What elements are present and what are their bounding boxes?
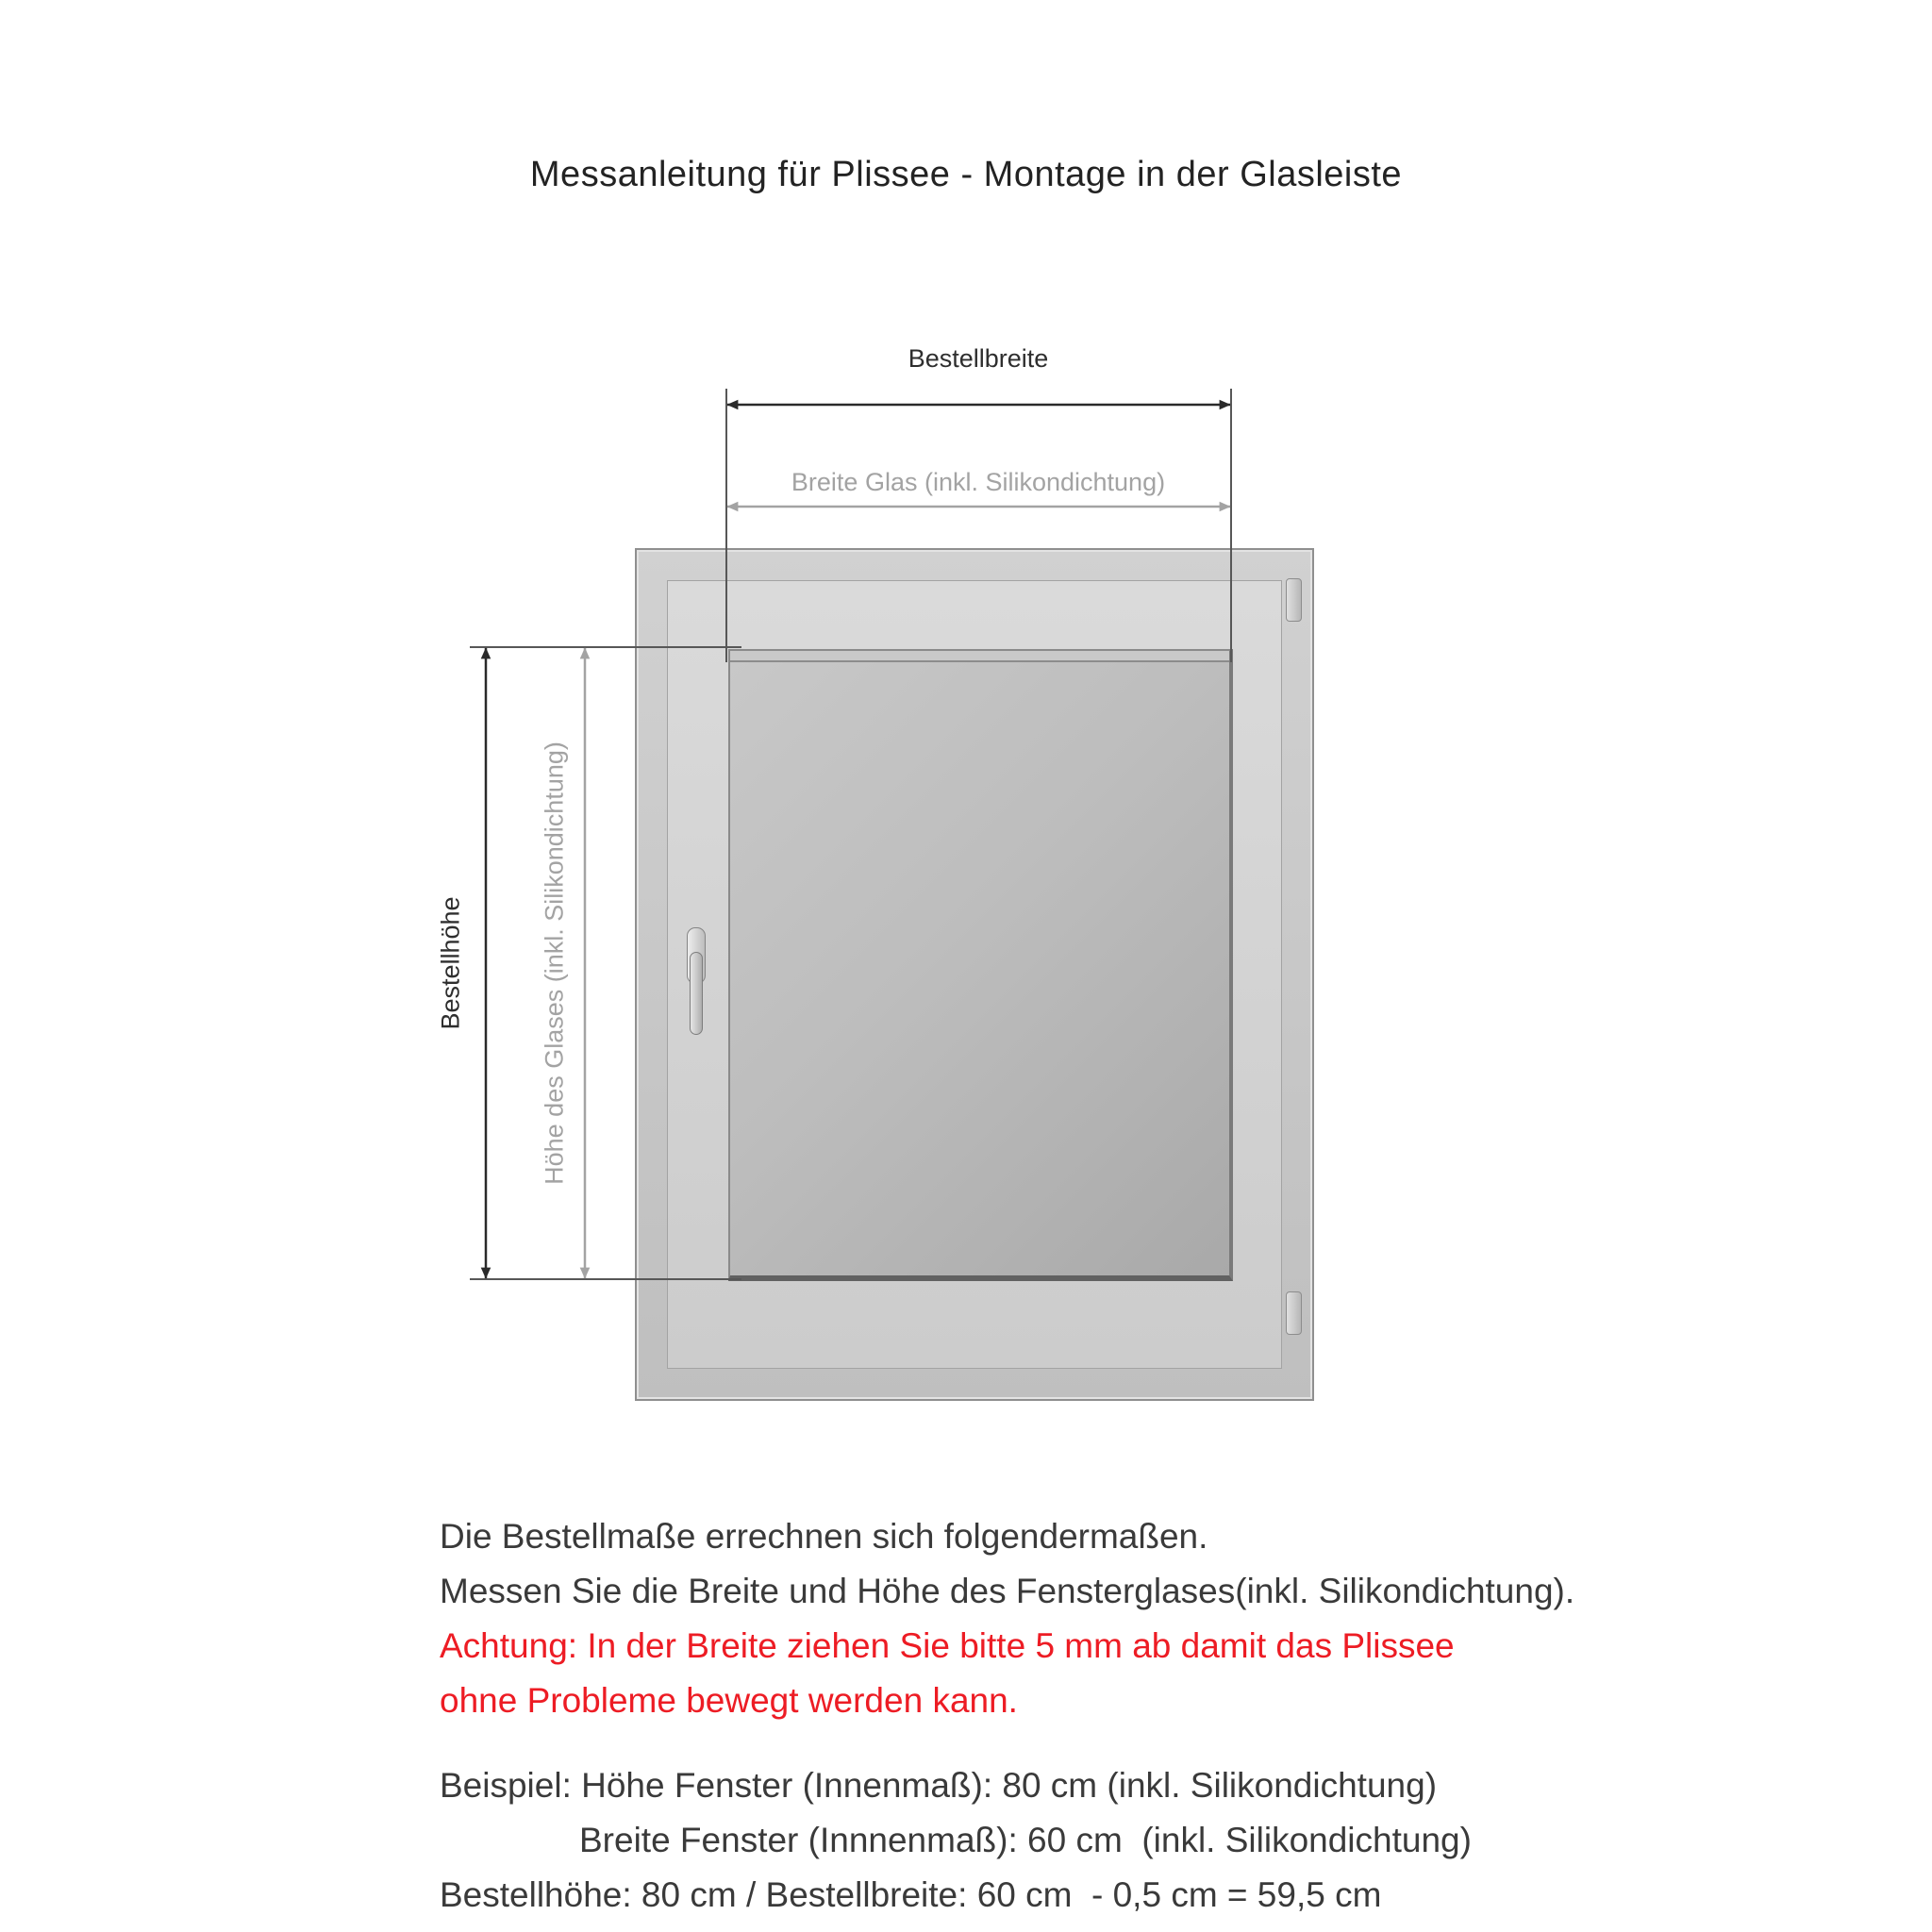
window-illustration [635,548,1314,1401]
page-title: Messanleitung für Plissee - Montage in der Glasleiste [529,155,1403,194]
example-line3: Bestellhöhe: 80 cm / Bestellbreite: 60 cm - 0,5 cm = 59,5 cm [440,1875,1382,1914]
glass-height-label: Höhe des Glases (inkl. Silikondichtung) [540,741,569,1185]
plissee-top-rail [730,651,1229,662]
window-glass [728,649,1233,1281]
instruction-intro-line1: Die Bestellmaße errechnen sich folgendermaßen. [440,1517,1208,1556]
instruction-warning-line1: Achtung: In der Breite ziehen Sie bitte 5 mm ab damit das Plissee [440,1626,1455,1665]
window-handle [684,927,710,1041]
order-height-label: Bestellhöhe [436,896,465,1030]
instruction-warning-line2: ohne Probleme bewegt werden kann. [440,1681,1018,1720]
instruction-intro-line2: Messen Sie die Breite und Höhe des Fensterglases(inkl. Silikondichtung). [440,1572,1575,1610]
example-line2: Breite Fenster (Innnenmaß): 60 cm (inkl. Silikondichtung) [579,1821,1472,1859]
example-line1: Beispiel: Höhe Fenster (Innenmaß): 80 cm (inkl. Silikondichtung) [440,1766,1438,1805]
hinge-bottom [1286,1291,1302,1335]
order-width-label: Bestellbreite [908,344,1049,373]
example-block [440,1758,1574,1923]
instructions-block [440,1509,1574,1923]
glass-width-label: Breite Glas (inkl. Silikondichtung) [791,468,1166,496]
hinge-top [1286,578,1302,622]
window-handle-lever [690,952,703,1035]
